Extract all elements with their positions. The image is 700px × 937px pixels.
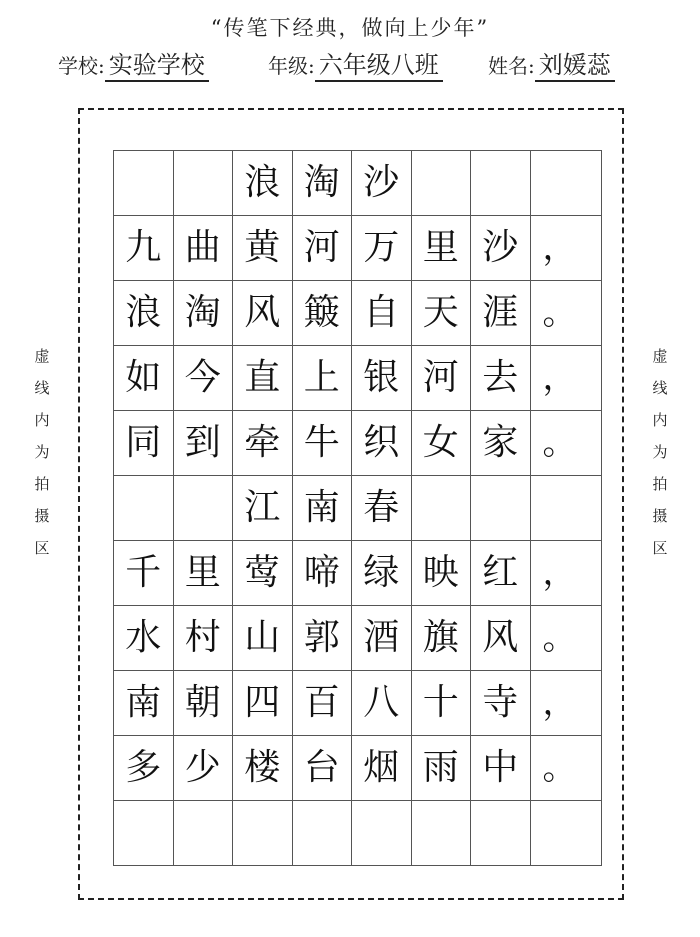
grid-cell: 南 <box>292 476 352 541</box>
grid-cell: 万 <box>352 216 412 281</box>
grade-value: 六年级八班 <box>315 51 443 82</box>
grid-punctuation-cell: ， <box>530 671 602 736</box>
grid-cell: 牛 <box>292 411 352 476</box>
grid-cell: 绿 <box>352 541 412 606</box>
grid-cell: 九 <box>114 216 174 281</box>
grid-punctuation-cell: 。 <box>530 606 602 671</box>
school-value: 实验学校 <box>105 51 209 82</box>
grid-cell <box>352 801 412 866</box>
grid-cell: 涯 <box>471 281 531 346</box>
photo-area-note-right <box>648 340 672 564</box>
grid-punctuation-cell: 。 <box>530 281 602 346</box>
grid-cell: 山 <box>233 606 293 671</box>
grid-cell: 千 <box>114 541 174 606</box>
side-note-char: 区 <box>34 539 50 557</box>
grid-row <box>114 281 602 346</box>
side-note-char: 为 <box>34 443 50 461</box>
grid-cell: 红 <box>471 541 531 606</box>
side-note-char: 内 <box>34 411 50 429</box>
grid-cell: 上 <box>292 346 352 411</box>
grid-cell: 银 <box>352 346 412 411</box>
grid-punctuation-cell: ， <box>530 216 602 281</box>
grid-cell: 十 <box>411 671 471 736</box>
side-note-char: 为 <box>652 443 668 461</box>
grid-cell: 浪 <box>233 151 293 216</box>
school-label: 学校: <box>58 54 105 78</box>
grid-cell: 沙 <box>471 216 531 281</box>
grid-cell <box>471 801 531 866</box>
grid-cell <box>114 151 174 216</box>
grid-cell: 浪 <box>114 281 174 346</box>
grid-row <box>114 736 602 801</box>
grid-cell: 同 <box>114 411 174 476</box>
side-note-char: 拍 <box>34 475 50 493</box>
grid-cell: 淘 <box>173 281 233 346</box>
calligraphy-grid <box>113 150 602 866</box>
grid-row <box>114 216 602 281</box>
grid-cell: 去 <box>471 346 531 411</box>
side-note-char: 摄 <box>652 507 668 525</box>
side-note-char: 区 <box>652 539 668 557</box>
grid-cell <box>411 151 471 216</box>
grid-cell: 女 <box>411 411 471 476</box>
grid-cell: 雨 <box>411 736 471 801</box>
grid-cell: 簸 <box>292 281 352 346</box>
grid-row <box>114 801 602 866</box>
grid-cell: 春 <box>352 476 412 541</box>
side-note-char: 内 <box>652 411 668 429</box>
grid-cell <box>233 801 293 866</box>
grid-cell: 郭 <box>292 606 352 671</box>
side-note-char: 摄 <box>34 507 50 525</box>
grid-cell <box>173 476 233 541</box>
grid-cell: 水 <box>114 606 174 671</box>
grid-cell: 沙 <box>352 151 412 216</box>
grid-cell: 百 <box>292 671 352 736</box>
grid-cell: 烟 <box>352 736 412 801</box>
grid-cell <box>173 151 233 216</box>
grid-cell: 自 <box>352 281 412 346</box>
page-title: “传笔下经典，做向上少年” <box>210 16 490 40</box>
student-info-row <box>0 50 700 90</box>
grid-cell: 村 <box>173 606 233 671</box>
grid-cell <box>471 476 531 541</box>
grid-cell: 河 <box>292 216 352 281</box>
name-label: 姓名: <box>488 54 535 78</box>
grid-punctuation-cell <box>530 801 602 866</box>
grid-cell: 南 <box>114 671 174 736</box>
school-field <box>58 50 209 82</box>
grid-cell: 织 <box>352 411 412 476</box>
side-note-char: 线 <box>652 379 668 397</box>
grid-cell: 莺 <box>233 541 293 606</box>
grid-cell: 楼 <box>233 736 293 801</box>
grid-row <box>114 671 602 736</box>
grid-cell: 八 <box>352 671 412 736</box>
grid-cell: 牵 <box>233 411 293 476</box>
grid-cell: 四 <box>233 671 293 736</box>
grid-cell <box>114 801 174 866</box>
grid-cell <box>173 801 233 866</box>
grid-cell: 今 <box>173 346 233 411</box>
grid-cell: 中 <box>471 736 531 801</box>
grid-punctuation-cell <box>530 476 602 541</box>
grid-cell: 到 <box>173 411 233 476</box>
grid-cell <box>471 151 531 216</box>
side-note-char: 虚 <box>34 347 50 365</box>
grid-cell: 淘 <box>292 151 352 216</box>
grid-cell: 啼 <box>292 541 352 606</box>
grade-label: 年级: <box>268 54 315 78</box>
photo-area-note-left <box>30 340 54 564</box>
grid-cell <box>292 801 352 866</box>
grid-row <box>114 346 602 411</box>
grid-punctuation-cell: 。 <box>530 736 602 801</box>
grid-cell: 旗 <box>411 606 471 671</box>
side-note-char: 线 <box>34 379 50 397</box>
grid-cell: 河 <box>411 346 471 411</box>
name-field <box>488 50 615 82</box>
grade-field <box>268 50 443 82</box>
grid-cell: 天 <box>411 281 471 346</box>
grid-cell: 风 <box>471 606 531 671</box>
grid-cell: 里 <box>173 541 233 606</box>
grid-cell: 朝 <box>173 671 233 736</box>
grid-cell: 江 <box>233 476 293 541</box>
grid-cell: 直 <box>233 346 293 411</box>
grid-cell: 映 <box>411 541 471 606</box>
side-note-char: 虚 <box>652 347 668 365</box>
grid-cell <box>411 801 471 866</box>
grid-punctuation-cell <box>530 151 602 216</box>
name-value: 刘媛蕊 <box>535 51 615 82</box>
grid-cell: 酒 <box>352 606 412 671</box>
grid-punctuation-cell: ， <box>530 541 602 606</box>
grid-row <box>114 476 602 541</box>
grid-cell: 多 <box>114 736 174 801</box>
grid-cell: 里 <box>411 216 471 281</box>
side-note-char: 拍 <box>652 475 668 493</box>
grid-cell <box>411 476 471 541</box>
grid-punctuation-cell: 。 <box>530 411 602 476</box>
grid-cell: 如 <box>114 346 174 411</box>
grid-row <box>114 151 602 216</box>
grid-cell: 曲 <box>173 216 233 281</box>
grid-punctuation-cell: ， <box>530 346 602 411</box>
grid-cell: 黄 <box>233 216 293 281</box>
grid-cell: 风 <box>233 281 293 346</box>
grid-cell <box>114 476 174 541</box>
grid-cell: 寺 <box>471 671 531 736</box>
grid-cell: 台 <box>292 736 352 801</box>
grid-row <box>114 411 602 476</box>
grid-cell: 家 <box>471 411 531 476</box>
grid-row <box>114 541 602 606</box>
grid-row <box>114 606 602 671</box>
grid-cell: 少 <box>173 736 233 801</box>
